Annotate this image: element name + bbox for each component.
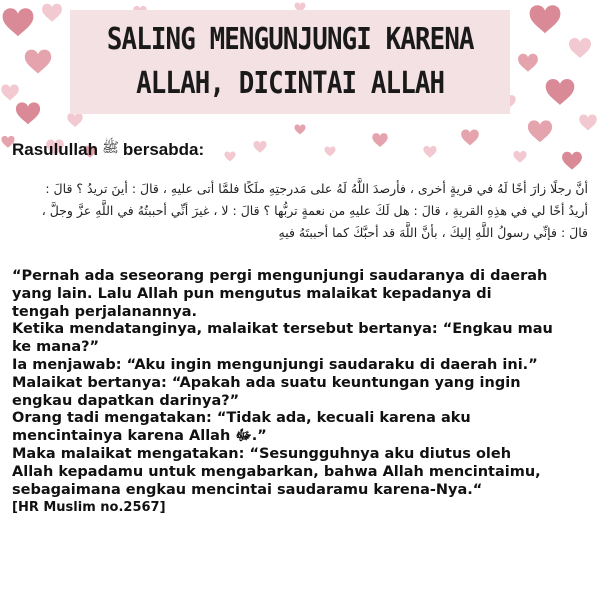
title-line-2: ALLAH, DICINTAI ALLAH	[135, 66, 445, 101]
translation-line: Ia menjawab: “Aku ingin mengunjungi saudaraku di daerah ini.”	[12, 356, 538, 373]
hadith-translation	[12, 268, 590, 517]
translation-line: engkau dapatkan darinya?”	[12, 392, 240, 409]
translation-line: yang lain. Lalu Allah pun mengutus malaikat kepadanya di	[12, 285, 492, 302]
intro-after: bersabda:	[122, 140, 205, 159]
translation-line: ke mana?”	[12, 339, 100, 356]
translation-line: Orang tadi mengatakan: “Tidak ada, kecuali karena aku	[12, 410, 471, 427]
hadith-reference: [HR Muslim no.2567]	[12, 500, 166, 516]
arabic-line-3: قالَ : فإنِّي رسولُ اللَّهِ إليكَ ، بأنَّ اللَّهَ قد أحبَّكَ كما أحببتَهُ فيهِ	[278, 225, 588, 240]
intro-line	[12, 140, 204, 160]
arabic-line-2: أريدُ أخًا لي في هذِهِ القريةِ ، قالَ : هل لَكَ عليهِ من نعمةٍ تربُّها ؟ قالَ : لا ، غيرَ أنِّي أحببتُهُ في اللَّهِ عزَّ وجلَّ ،	[41, 203, 588, 218]
arabic-line-1: أنَّ رجلًا زارَ أخًا لَهُ في قريةٍ أخرى ، فأرصدَ اللَّهُ لَهُ على مَدرجتِهِ ملَكًا فلمَّا أتى عليهِ ، قالَ : أينَ تريدُ ؟ قالَ :	[45, 181, 588, 196]
title-banner	[70, 10, 510, 114]
translation-line: tengah perjalanannya.	[12, 303, 197, 320]
title-line-1: SALING MENGUNJUNGI KARENA	[106, 22, 474, 57]
translation-line: “Pernah ada seseorang pergi mengunjungi saudaranya di daerah	[12, 268, 548, 284]
translation-line: Malaikat bertanya: “Apakah ada suatu keuntungan yang ingin	[12, 374, 521, 391]
translation-line: Maka malaikat mengatakan: “Sesungguhnya aku diutus oleh	[12, 445, 512, 462]
salawat-seal: ﷺ	[101, 140, 119, 156]
translation-line: sebagaimana engkau mencintai saudaramu karena-Nya.“	[12, 481, 483, 498]
translation-line: Ketika mendatanginya, malaikat tersebut bertanya: “Engkau mau	[12, 321, 553, 338]
translation-line: Allah kepadamu untuk mengabarkan, bahwa Allah mencintaimu,	[12, 463, 541, 480]
intro-text: Rasulullah	[12, 140, 98, 159]
translation-line: mencintainya karena Allah ﷻ.”	[12, 428, 267, 445]
arabic-hadith	[12, 178, 588, 244]
